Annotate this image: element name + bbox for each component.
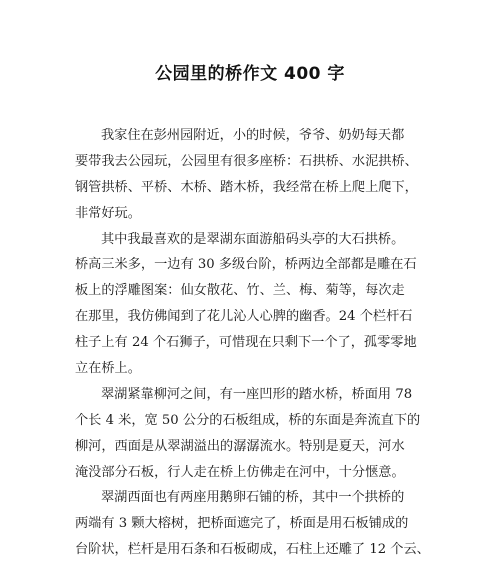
text-line: 翠湖紧靠柳河之间，有一座凹形的踏水桥，桥面用 78: [101, 386, 413, 402]
text-line: 两端有 3 颗大榕树，把桥面遮完了，桥面是用石板铺成的: [75, 516, 409, 532]
text-line: 台阶状，栏杆是用石条和石板砌成，石柱上还雕了 12 个云、: [75, 542, 430, 558]
text-line: 柱子上有 24 个石狮子，可惜现在只剩下一个了，孤零零地: [75, 335, 417, 351]
text-line: 钢管拱桥、平桥、木桥、踏木桥，我经常在桥上爬上爬下，: [75, 179, 418, 195]
document-body: [75, 123, 430, 563]
document-title: 公园里的桥作文 400 字: [155, 64, 345, 84]
text-line: 板上的浮雕图案：仙女散花、竹、兰、梅、菊等，每次走: [75, 283, 405, 299]
text-line: 要带我去公园玩，公园里有很多座桥：石拱桥、水泥拱桥、: [75, 153, 418, 169]
text-line: 我家住在彭州园附近，小的时候，爷爷、奶奶每天都: [101, 128, 405, 143]
text-line: 淹没部分石板，行人走在桥上仿佛走在河中，十分惬意。: [75, 464, 405, 480]
text-line: 非常好玩。: [75, 205, 141, 221]
text-line: 立在桥上。: [75, 361, 141, 377]
text-line: 柳河，西面是从翠湖溢出的潺潺流水。特别是夏天，河水: [75, 438, 405, 454]
text-line: 在那里，我仿佛闻到了花儿沁人心脾的幽香。24 个栏杆石: [75, 309, 413, 325]
text-line: 其中我最喜欢的是翠湖东面游船码头亭的大石拱桥。: [101, 231, 405, 247]
text-line: 个长 4 米，宽 50 公分的石板组成，桥的东面是奔流直下的: [75, 412, 421, 428]
text-line: 翠湖西面也有两座用鹅卵石铺的桥，其中一个拱桥的: [101, 490, 405, 506]
text-line: 桥高三米多，一边有 30 多级台阶，桥两边全部都是雕在石: [75, 257, 417, 273]
